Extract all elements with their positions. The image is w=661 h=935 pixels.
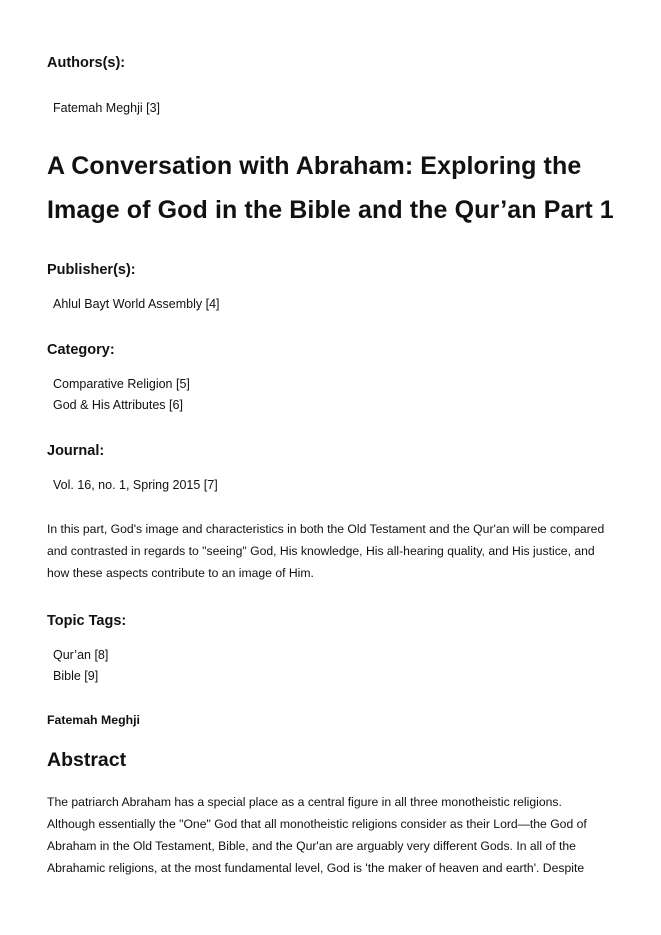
summary-paragraph: [47, 518, 627, 584]
topic-tag-link-text[interactable]: Qur’an [8]: [53, 648, 109, 662]
authors-label: Authors(s):: [47, 55, 126, 71]
category-item[interactable]: [53, 374, 190, 395]
topic-tags-list: [47, 645, 108, 687]
author-name: Fatemah Meghji: [47, 713, 140, 727]
category-item[interactable]: [53, 395, 190, 416]
summary-line: In this part, God's image and characteristics in both the Old Testament and the Qur'an will be compared: [47, 522, 605, 536]
abstract-line: Although essentially the "One" God that all monotheistic religions consider as their Lord—the God of: [47, 817, 587, 831]
category-link-text[interactable]: God & His Attributes [6]: [53, 398, 183, 412]
abstract-paragraph: [47, 791, 627, 879]
title-line-2: Image of God in the Bible and the Qur’an Part 1: [47, 196, 614, 224]
topic-tag-item[interactable]: [53, 666, 108, 687]
author-link-text[interactable]: Fatemah Meghji [3]: [53, 101, 160, 115]
title-line-1: A Conversation with Abraham: Exploring the: [47, 152, 582, 180]
category-list: [47, 374, 190, 416]
publishers-label: Publisher(s):: [47, 262, 136, 278]
page-title: [47, 144, 614, 232]
abstract-line: Abrahamic religions, at the most fundamental level, God is 'the maker of heaven and earth'. Despite: [47, 861, 585, 875]
abstract-line: Abraham in the Old Testament, Bible, and the Qur'an are arguably very different Gods. In all of the: [47, 839, 576, 853]
topic-tag-link-text[interactable]: Bible [9]: [53, 669, 99, 683]
author-link[interactable]: [53, 98, 160, 119]
journal-label: Journal:: [47, 443, 105, 459]
abstract-heading: Abstract: [47, 749, 127, 771]
category-label: Category:: [47, 342, 115, 358]
topic-tag-item[interactable]: [53, 645, 108, 666]
summary-line: how these aspects contribute to an image of Him.: [47, 566, 314, 580]
category-link-text[interactable]: Comparative Religion [5]: [53, 377, 190, 391]
publisher-link[interactable]: [53, 294, 220, 315]
journal-link[interactable]: [53, 475, 218, 496]
summary-line: and contrasted in regards to "seeing" God, His knowledge, His all-hearing quality, and His justice, and: [47, 544, 595, 558]
abstract-line: The patriarch Abraham has a special place as a central figure in all three monotheistic religions.: [47, 795, 562, 809]
journal-link-text[interactable]: Vol. 16, no. 1, Spring 2015 [7]: [53, 478, 218, 492]
topic-tags-label: Topic Tags:: [47, 613, 127, 629]
publisher-link-text[interactable]: Ahlul Bayt World Assembly [4]: [53, 297, 220, 311]
